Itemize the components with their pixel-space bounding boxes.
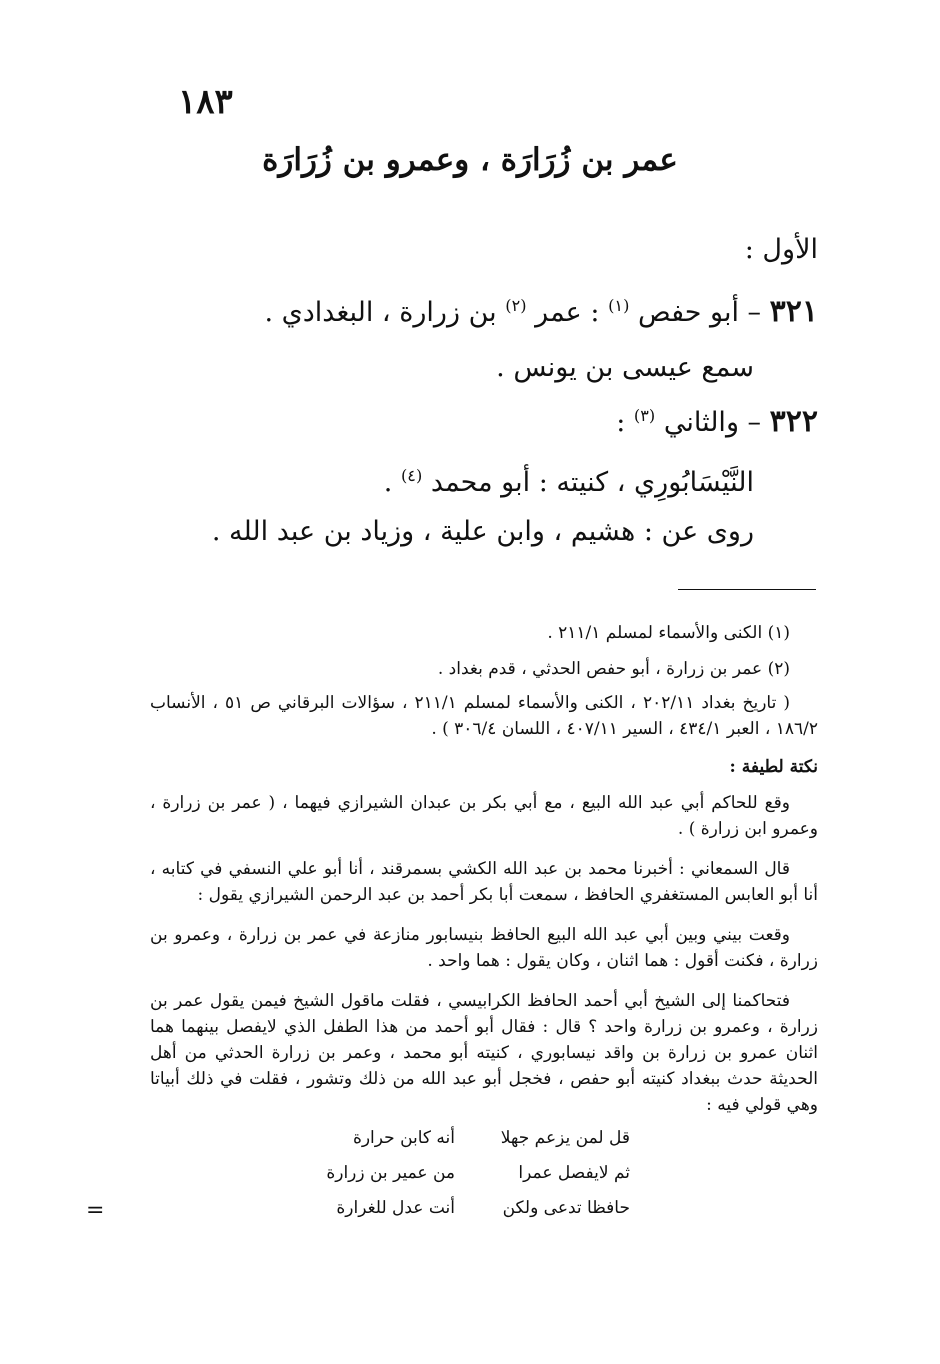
nukta-paragraph-1: وقع للحاكم أبي عبد الله البيع ، مع أبي بكر بن عبدان الشيرازي فيهما ، ( عمر بن زرارة ، وعمرو ابن زرارة ) . (150, 793, 818, 839)
nukta-paragraph-4: فتحاكمنا إلى الشيخ أبي أحمد الحافظ الكرابيسي ، فقلت ماقول الشيخ فيمن يقول عمر بن زرارة ، وعمرو بن زرارة واحد ؟ قال : فقال أبو أحمد من هذا الطفل الذي لايفصل بينهما هما اثنان عمرو بن زرارة بن واقد نيسابوري ، كنيته أبو محمد ، وعمر بن زرارة الحدثي من أهل الحديثة حدث ببغداد كنيته أبو حفص ، فخجل أبو عبد الله من ذلك وتشور ، فقلت في ذلك أبياتا وهي قولي فيه : (150, 991, 818, 1115)
footnote-2-sources: ( تاريخ بغداد ٢٠٢/١١ ، الكنى والأسماء لمسلم ٢١١/١ ، سؤالات البرقاني ص ٥١ ، الأنساب ١٨٦/٢ ، العبر ٤٣٤/١ ، السير ٤٠٧/١١ ، اللسان ٣٠٦/٤ ) . (150, 693, 818, 739)
entry-text: النَّيْسَابُورِي ، كنيته : أبو محمد (422, 467, 754, 498)
entry-322-line2 (150, 456, 754, 503)
poem-hemistich-first: حافظا تدعى ولكن (502, 1198, 630, 1218)
entry-322-line3: روى عن : هشيم ، وابن علية ، وزياد بن عبد الله . (211, 516, 754, 547)
page-title: عمر بن زُرَارَة ، وعمرو بن زُرَارَة (262, 142, 678, 178)
entry-text: : عمر (526, 297, 609, 328)
entry-text: – والثاني (655, 407, 770, 438)
entry-322 (150, 396, 818, 443)
nukta-heading: نكتة لطيفة : (729, 757, 818, 777)
poem-hemistich-first: قل لمن يزعم جهلا (500, 1128, 630, 1148)
entry-number: ٣٢٢ (769, 404, 818, 439)
poem-line (300, 1198, 630, 1233)
poem (300, 1128, 630, 1233)
poem-line (300, 1163, 630, 1198)
entry-text: . (383, 467, 401, 498)
entry-321 (150, 286, 818, 333)
poem-hemistich-first: ثم لايفصل عمرا (518, 1163, 630, 1183)
footnote-ref[interactable]: (٤) (400, 466, 423, 485)
entry-321-line2: سمع عيسى بن يونس . (496, 352, 754, 383)
nukta-paragraph-2: قال السمعاني : أخبرنا محمد بن عبد الله الكشي بسمرقند ، أنا أبو علي النسفي في كتابه ، أنا أبو العابس المستغفري الحافظ ، سمعت أبا بكر أحمد بن عبد الرحمن الشيرازي يقول : (150, 859, 818, 905)
entry-text: : (616, 407, 634, 438)
intro-line: الأول : (744, 234, 818, 265)
footnote-ref[interactable]: (٢) (505, 296, 527, 315)
footnote-1: (١) الكنى والأسماء لمسلم ٢١١/١ . (547, 623, 790, 643)
footnote-separator (678, 589, 816, 590)
entry-text: – أبو حفص (629, 297, 770, 328)
entry-number: ٣٢١ (769, 294, 818, 329)
poem-hemistich-second: أنه كابن حرارة (352, 1128, 455, 1148)
poem-hemistich-second: أنت عدل للغرارة (336, 1198, 455, 1218)
footnote-ref[interactable]: (٣) (633, 406, 656, 425)
footnote-2: (٢) عمر بن زرارة ، أبو حفص الحدثي ، قدم بغداد . (437, 659, 790, 679)
page-number: ١٨٣ (178, 82, 233, 122)
poem-line (300, 1128, 630, 1163)
poem-hemistich-second: من عمير بن زرارة (326, 1163, 455, 1183)
entry-text: بن زرارة ، البغدادي . (264, 297, 506, 328)
continuation-mark: = (86, 1198, 105, 1223)
nukta-paragraph-3: وقعت بيني وبين أبي عبد الله البيع الحافظ بنيسابور منازعة في عمر بن زرارة ، وعمرو بن زرارة ، فكنت أقول : هما اثنان ، وكان يقول : هما واحد . (150, 925, 818, 971)
footnote-ref[interactable]: (١) (608, 296, 630, 315)
